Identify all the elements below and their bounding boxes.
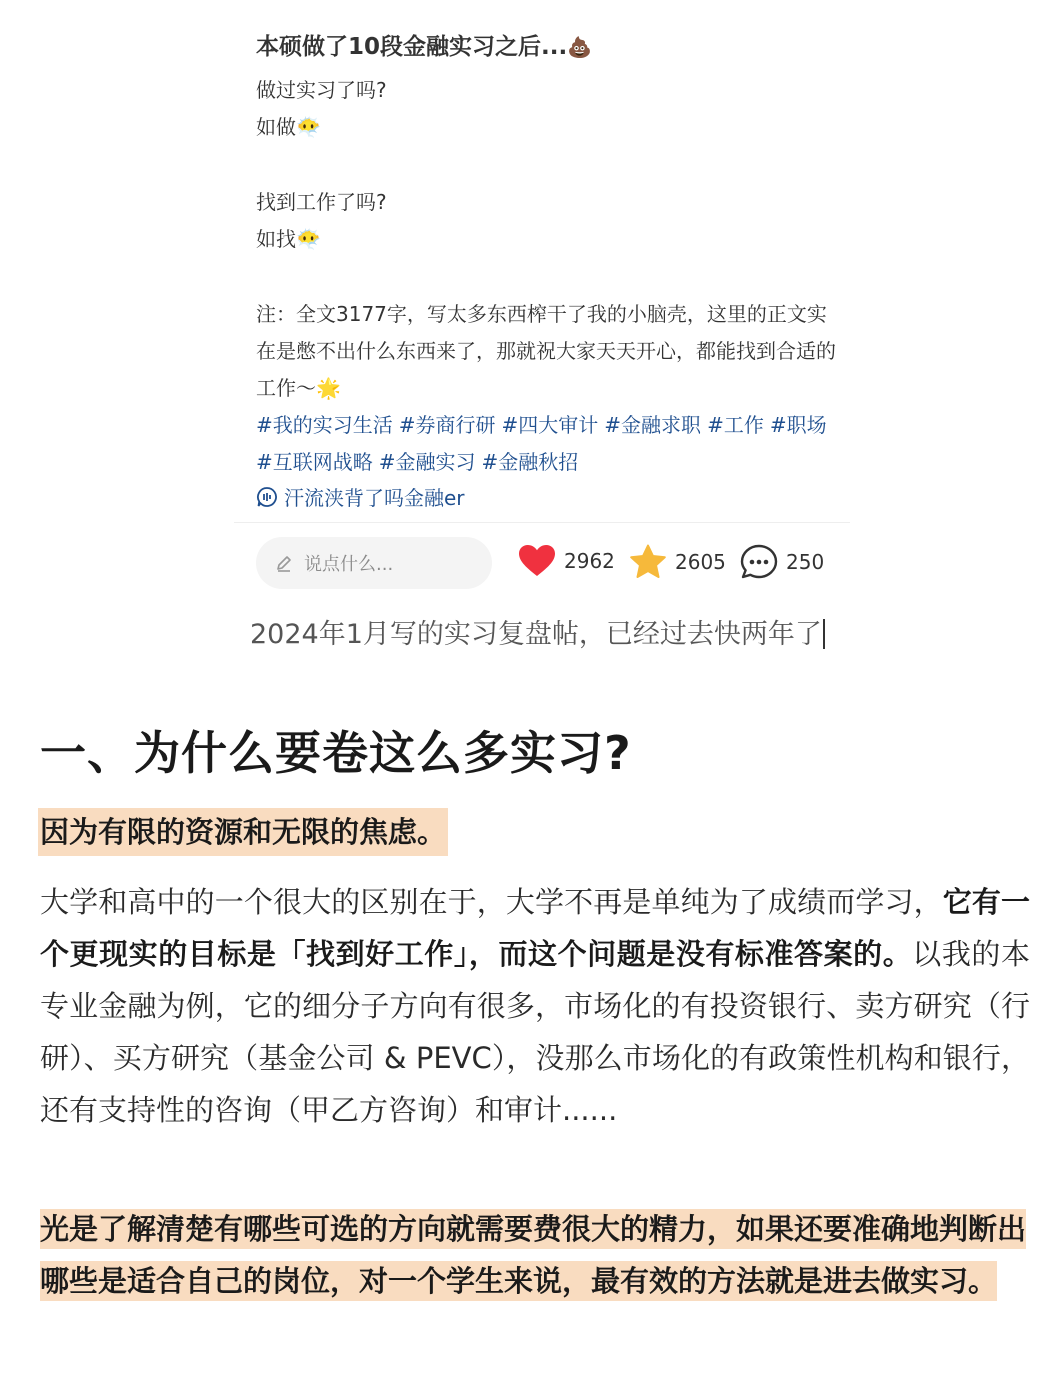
- face-emoji-icon: 😶‍🌫️: [296, 227, 321, 251]
- hashtag[interactable]: #金融秋招: [481, 450, 579, 474]
- post-card: [234, 0, 850, 600]
- post-note-text: 注：全文3177字，写太多东西榨干了我的小脑壳，这里的正文实在是憋不出什么东西来了，那就祝大家天天开心，都能找到合适的工作～: [256, 302, 836, 400]
- answer-2-text: 如找: [256, 227, 296, 251]
- hashtag[interactable]: #金融求职: [604, 413, 702, 437]
- heart-icon: [518, 544, 556, 578]
- comment-bubble-icon: [740, 544, 778, 580]
- comment-input[interactable]: [256, 537, 492, 589]
- topic-label: 汗流浃背了吗金融er: [284, 486, 465, 510]
- pencil-icon: [274, 553, 294, 573]
- favorite-button[interactable]: [629, 544, 726, 580]
- body-paragraph: [40, 876, 1030, 1136]
- hashtag[interactable]: #工作: [707, 413, 764, 437]
- hashtag[interactable]: #我的实习生活: [256, 413, 393, 437]
- screenshot-caption: [250, 612, 825, 651]
- comment-button[interactable]: [740, 544, 824, 580]
- hashtag[interactable]: #金融实习: [378, 450, 476, 474]
- hashtag[interactable]: #互联网战略: [256, 450, 373, 474]
- post-note: [256, 296, 836, 407]
- paragraph-bold-text: 它有一个更现实的目标是「找到好工作」，而这个问题是没有标准答案的。: [40, 885, 1030, 971]
- comment-count: 250: [786, 550, 825, 574]
- caption-text: 2024年1月写的实习复盘帖，已经过去快两年了: [250, 619, 822, 650]
- paragraph-text: 大学和高中的一个很大的区别在于，大学不再是单纯为了成绩而学习，: [40, 885, 943, 919]
- favorite-count: 2605: [675, 550, 726, 574]
- question-1: 做过实习了吗?: [256, 78, 387, 102]
- hashtag[interactable]: #四大审计: [501, 413, 599, 437]
- answer-2: [256, 223, 321, 252]
- topic-chat-icon: [256, 486, 278, 508]
- comment-placeholder: 说点什么...: [304, 554, 394, 575]
- paragraph-text-continued: 以我的本专业金融为例，它的细分子方向有很多，市场化的有投资银行、卖方研究（行研）、买方研究（基金公司 & PEVC），没那么市场化的有政策性机构和银行，还有支持性的咨询（甲乙方咨询）和审计......: [40, 937, 1030, 1127]
- hashtag[interactable]: #券商行研: [398, 413, 496, 437]
- like-count: 2962: [564, 549, 615, 573]
- topic-link[interactable]: [256, 482, 465, 511]
- hashtag[interactable]: #职场: [769, 413, 827, 437]
- face-emoji-icon: 😶‍🌫️: [296, 115, 321, 139]
- post-title: [256, 28, 592, 61]
- answer-1-text: 如做: [256, 115, 296, 139]
- highlighted-lead: 因为有限的资源和无限的焦虑。: [38, 808, 448, 856]
- star-emoji-icon: 🌟: [316, 376, 341, 400]
- divider: [234, 522, 850, 523]
- star-icon: [629, 544, 667, 580]
- conclusion-text: 光是了解清楚有哪些可选的方向就需要费很大的精力，如果还要准确地判断出哪些是适合自己的岗位，对一个学生来说，最有效的方法就是进去做实习。: [40, 1209, 1026, 1301]
- post-title-text: 本硕做了10段金融实习之后...: [256, 34, 568, 60]
- section-heading: 一、为什么要卷这么多实习?: [40, 726, 632, 780]
- answer-1: [256, 111, 321, 140]
- text-caret: [823, 619, 825, 649]
- hashtag-list: [256, 407, 836, 481]
- like-button[interactable]: [518, 544, 615, 578]
- poop-emoji-icon: 💩: [567, 35, 593, 59]
- highlighted-conclusion: [40, 1203, 1030, 1307]
- question-2: 找到工作了吗?: [256, 190, 387, 214]
